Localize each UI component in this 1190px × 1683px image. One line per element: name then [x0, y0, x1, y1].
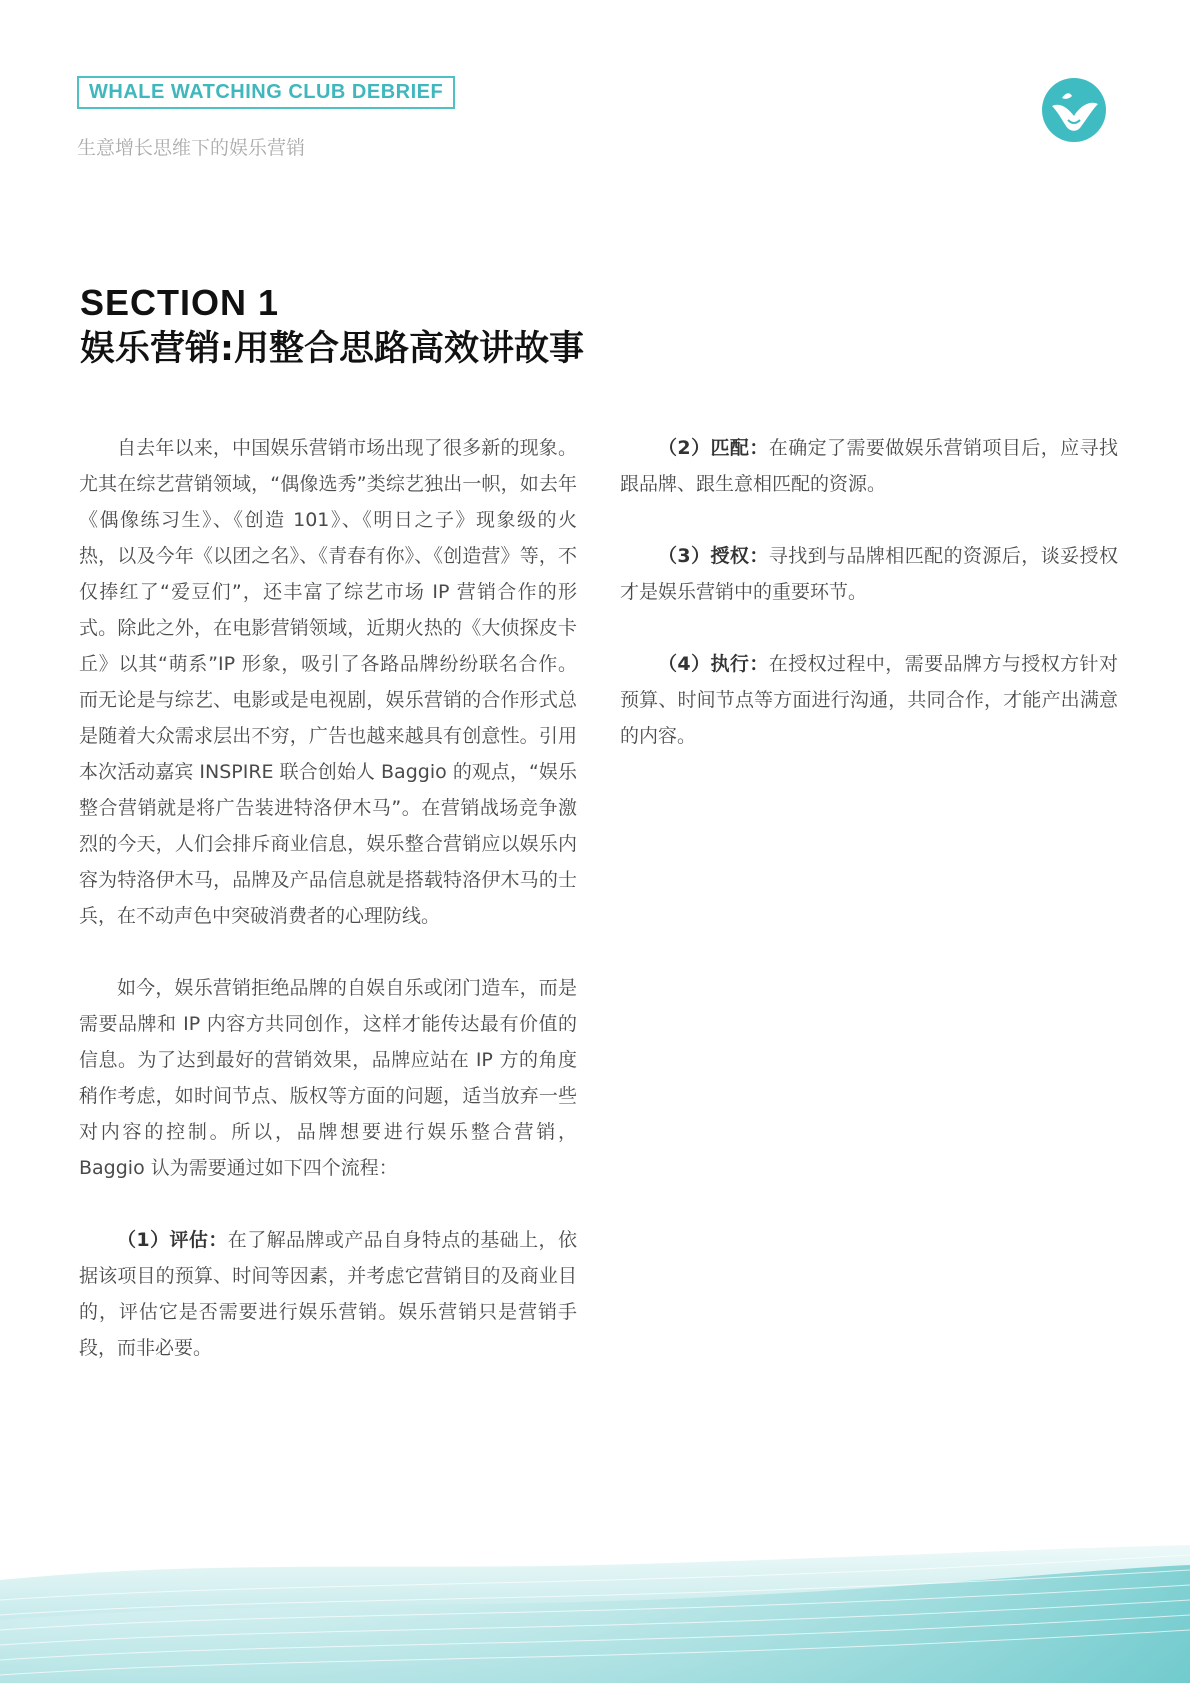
step-execute [620, 646, 1118, 754]
step-evaluate-text: 在了解品牌或产品自身特点的基础上，依据该项目的预算、时间等因素，并考虑它营销目的及商业目的，评估它是否需要进行娱乐营销。娱乐营销只是营销手段，而非必要。 [79, 1229, 577, 1359]
section-title: 娱乐营销:用整合思路高效讲故事 [80, 329, 584, 369]
step-evaluate-label: （1）评估： [117, 1229, 228, 1251]
right-column [620, 430, 1118, 790]
publication-badge: WHALE WATCHING CLUB DEBRIEF [77, 76, 455, 109]
paragraph-intro: 自去年以来，中国娱乐营销市场出现了很多新的现象。尤其在综艺营销领域，“偶像选秀”类综艺独出一帜，如去年《偶像练习生》、《创造 101》、《明日之子》现象级的火热，以及今年《以团之名》、《青春有你》、《创造营》等，不仅捧红了“爱豆们”，还丰富了综艺市场 IP 营销合作的形式。除此之外，在电影营销领域，近期火热的《大侦探皮卡丘》以其“萌系”IP 形象，吸引了各路品牌纷纷联名合作。而无论是与综艺、电影或是电视剧，娱乐营销的合作形式总是随着大众需求层出不穷，广告也越来越具有创意性。引用本次活动嘉宾 INSPIRE 联合创始人 Baggio 的观点，“娱乐整合营销就是将广告装进特洛伊木马”。在营销战场竞争激烈的今天，人们会排斥商业信息，娱乐整合营销应以娱乐内容为特洛伊木马，品牌及产品信息就是搭载特洛伊木马的士兵，在不动声色中突破消费者的心理防线。 [79, 437, 577, 927]
step-match [620, 430, 1118, 502]
step-evaluate [79, 1222, 577, 1366]
step-authorize-text: 寻找到与品牌相匹配的资源后，谈妥授权才是娱乐营销中的重要环节。 [620, 545, 1118, 603]
step-authorize [620, 538, 1118, 610]
step-match-label: （2）匹配： [658, 437, 769, 459]
step-execute-label: （4）执行： [658, 653, 769, 675]
whale-logo-icon [1040, 76, 1108, 144]
step-match-text: 在确定了需要做娱乐营销项目后，应寻找跟品牌、跟生意相匹配的资源。 [620, 437, 1118, 495]
paragraph-process: 如今，娱乐营销拒绝品牌的自娱自乐或闭门造车，而是需要品牌和 IP 内容方共同创作，这样才能传达最有价值的信息。为了达到最好的营销效果，品牌应站在 IP 方的角度稍作考虑，如时间节点、版权等方面的问题，适当放弃一些对内容的控制。所以，品牌想要进行娱乐整合营销，Baggio 认为需要通过如下四个流程： [79, 977, 577, 1179]
step-execute-text: 在授权过程中，需要品牌方与授权方针对预算、时间节点等方面进行沟通，共同合作，才能产出满意的内容。 [620, 653, 1118, 747]
left-column [79, 430, 577, 1402]
section-label: SECTION 1 [80, 282, 280, 323]
footer-wave-decoration [0, 1540, 1190, 1683]
publication-subtitle: 生意增长思维下的娱乐营销 [77, 137, 306, 159]
step-authorize-label: （3）授权： [658, 545, 769, 567]
